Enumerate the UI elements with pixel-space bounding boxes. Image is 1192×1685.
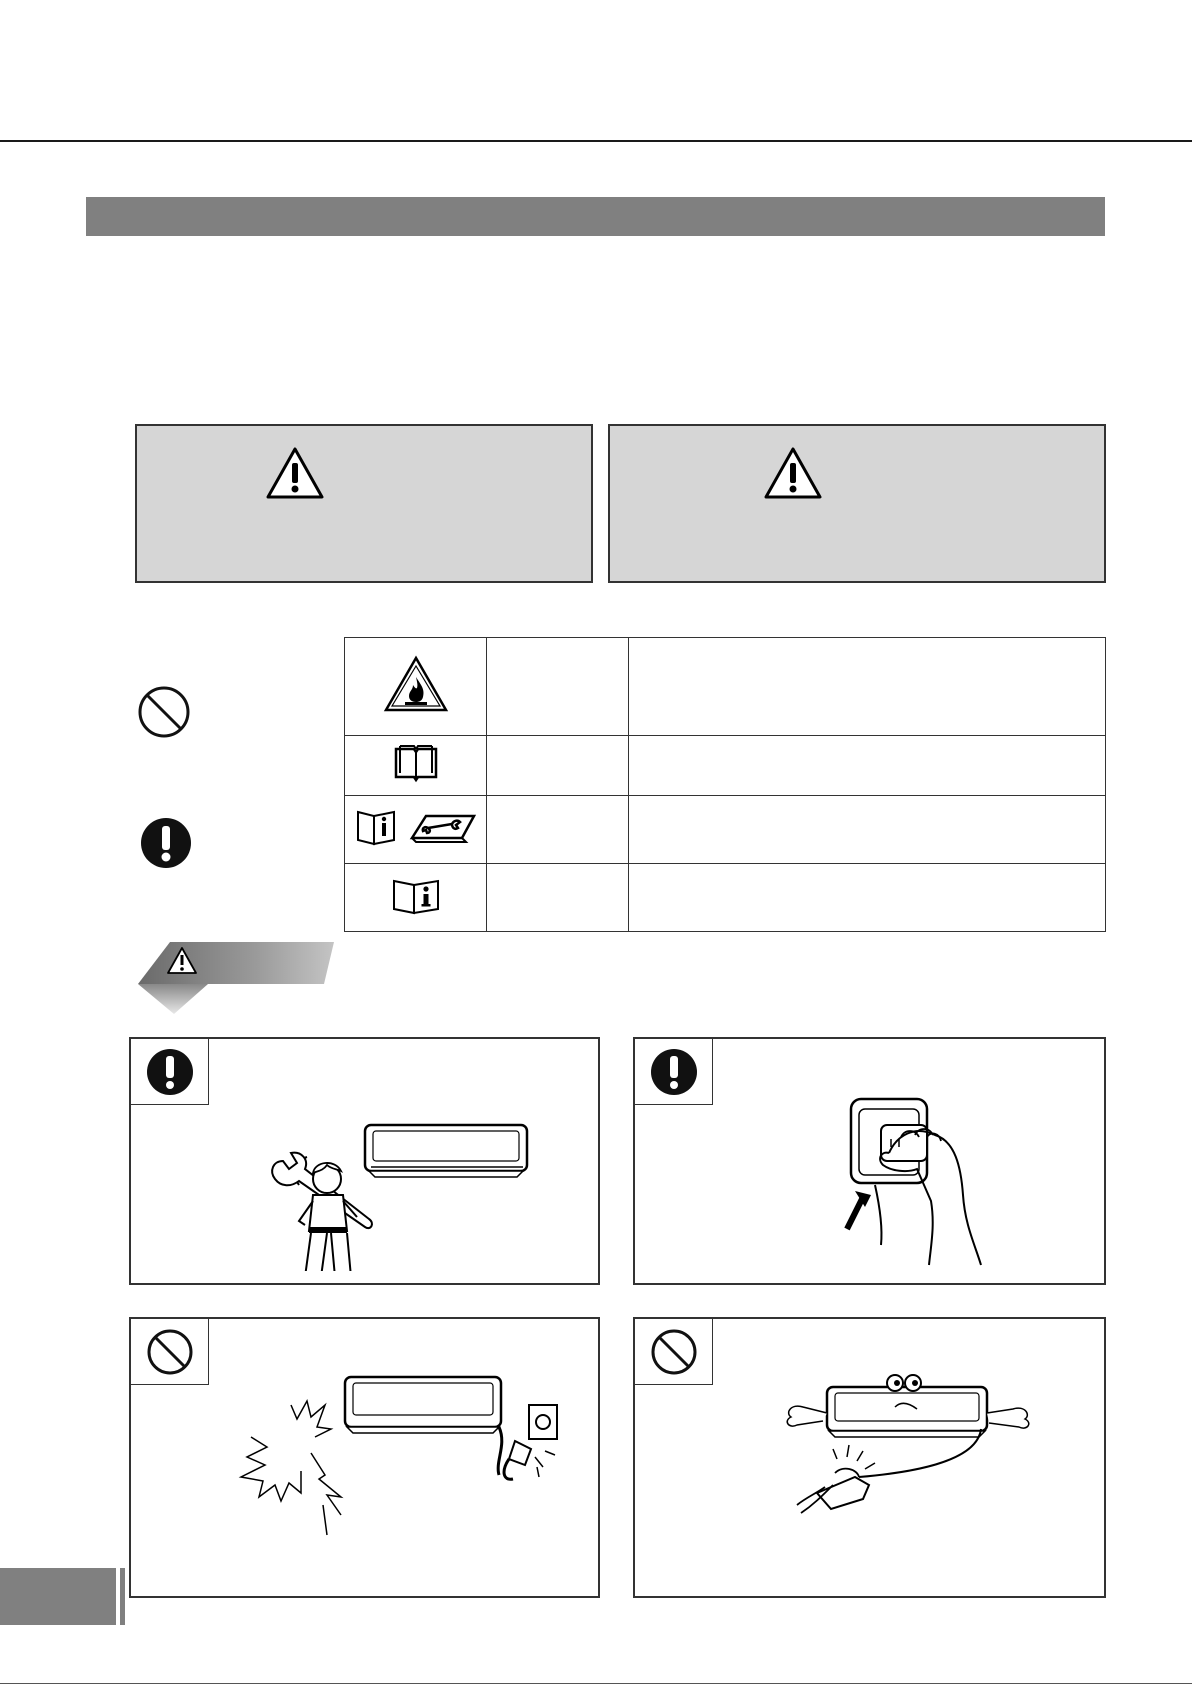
section-title-bar (86, 197, 1105, 236)
mandatory-icon (145, 1047, 195, 1097)
installer-with-wrench-illustration (261, 1091, 561, 1271)
warning-box-left (135, 424, 593, 583)
top-rule (0, 140, 1192, 142)
warning-box-right (608, 424, 1106, 583)
info-manual-icon (390, 875, 442, 915)
warning-triangle-icon (265, 446, 325, 500)
caution-tab (138, 942, 338, 1022)
symbol-row-flammable (345, 638, 1106, 736)
symbol-row-service (345, 796, 1106, 864)
symbol-table (344, 637, 1106, 932)
mandatory-icon (649, 1047, 699, 1097)
panel-unplug (633, 1037, 1106, 1285)
panel-installer (129, 1037, 600, 1285)
panel-power-strip (633, 1317, 1106, 1598)
hand-pulling-plug-illustration (835, 1095, 1035, 1275)
mandatory-icon (139, 816, 193, 870)
flammable-icon (383, 655, 449, 713)
service-manual-icon (354, 806, 478, 848)
prohibited-icon (649, 1327, 699, 1377)
page-tab-bar (120, 1568, 125, 1625)
page-number-tab (0, 1568, 116, 1625)
warning-triangle-icon (763, 446, 823, 500)
prohibited-icon (145, 1327, 195, 1377)
bottom-rule (0, 1683, 1192, 1684)
manual-book-icon (392, 743, 440, 783)
power-strip-connection-illustration (777, 1373, 1047, 1533)
panel-sparking-plug (129, 1317, 600, 1598)
prohibited-icon (136, 684, 192, 740)
symbol-row-manual (345, 736, 1106, 796)
sparking-plug-illustration (231, 1375, 571, 1585)
symbol-row-info (345, 864, 1106, 932)
